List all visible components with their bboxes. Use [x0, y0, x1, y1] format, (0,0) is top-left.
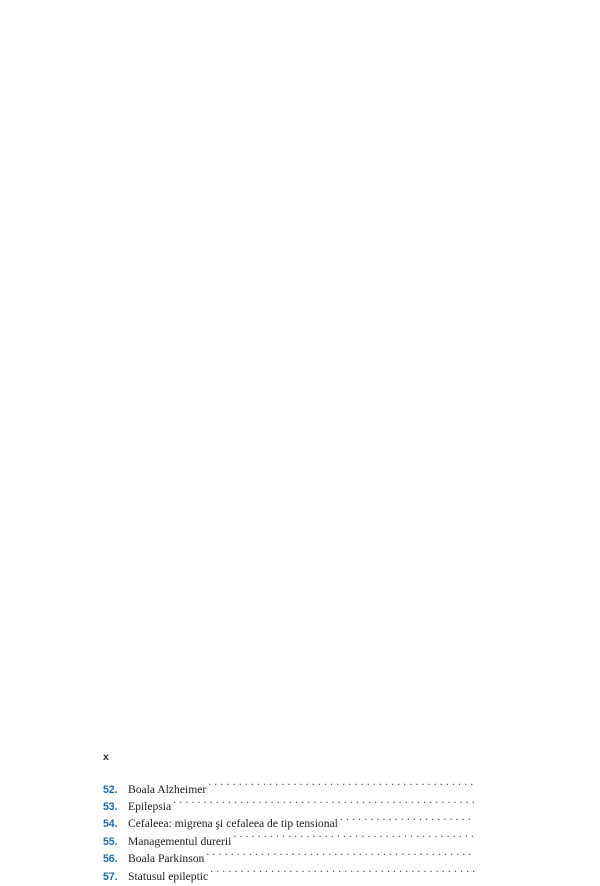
toc-entry-title: Cefaleea: migrena şi cefaleea de tip tensional — [128, 817, 338, 831]
toc-entry-title: Epilepsia — [128, 799, 172, 813]
toc-entry[interactable] — [103, 797, 475, 814]
toc-entry-page — [103, 0, 600, 781]
toc-entry-number: 52. — [103, 783, 118, 796]
dot-leader — [340, 814, 475, 827]
section-chapter-list — [103, 780, 475, 884]
toc-entry-number: 54. — [103, 818, 118, 831]
toc-entry-title: Boala Parkinson — [128, 852, 205, 866]
dot-leader — [206, 849, 475, 862]
toc-entry-number: 57. — [103, 870, 118, 883]
toc-entry-title: Statusul epileptic — [128, 869, 209, 883]
dot-leader — [233, 832, 475, 845]
toc-entry[interactable] — [103, 832, 475, 849]
dot-leader — [208, 780, 475, 793]
dot-leader — [210, 867, 475, 880]
toc-entry[interactable] — [103, 867, 475, 884]
toc-entry[interactable] — [103, 849, 475, 866]
toc-entry-title: Boala Alzheimer — [128, 782, 207, 796]
page-folio: x — [103, 751, 109, 763]
toc-content — [103, 0, 475, 884]
toc-entry-number: 55. — [103, 835, 118, 848]
toc-entry[interactable] — [103, 780, 475, 797]
toc-entry[interactable] — [103, 814, 475, 831]
dot-leader — [173, 797, 475, 810]
toc-entry-title: Managementul durerii — [128, 834, 232, 848]
toc-entry-number: 56. — [103, 853, 118, 866]
section-list — [103, 138, 475, 884]
toc-entry-number: 53. — [103, 800, 118, 813]
